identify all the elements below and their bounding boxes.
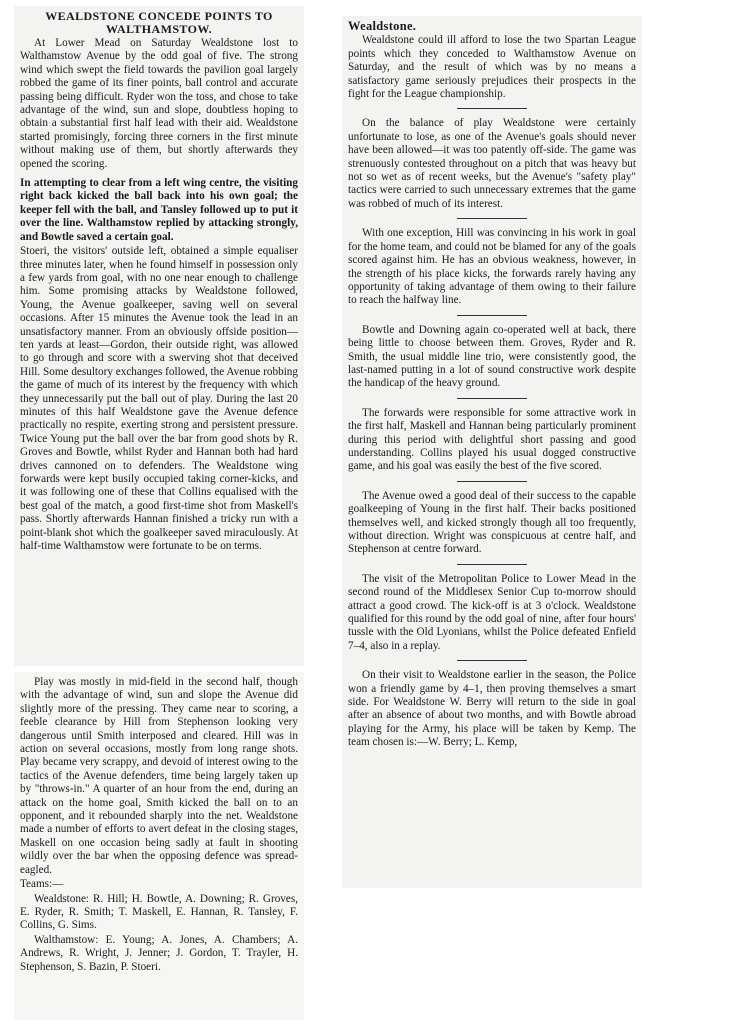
intro-paragraph: At Lower Mead on Saturday Wealdstone lost to Walthamstow Avenue by the odd goal of five. The strong wind which swept the field towards the pavilion goal largely robbed the game of its finer points, ball control and accurate passing being difficult. Ryder won the toss, and chose to take advantage of the wind, sun and slope, doubtless hoping to obtain a substantial first half lead with their aid. Wealdstone started promisingly, forcing three corners in the first minute without making use of them, but shortly afterwards they opened the scoring.: [20, 37, 298, 170]
walthamstow-team-list: Walthamstow: E. Young; A. Jones, A. Chambers; A. Andrews, R. Wright, J. Jenner; J. Gordon, T. Trayler, H. Stephenson, S. Bazin, P. Stoeri.: [20, 933, 298, 973]
right-paragraph-5: The forwards were responsible for some attractive work in the first half, Maskell and Hannan being particularly prominent during this period with delightful short passing and good understanding. Collins played his usual dogged constructive game, and his goal was easily the best of the five scored.: [348, 406, 636, 473]
divider-rule: [457, 315, 527, 316]
section-heading: Wealdstone.: [348, 19, 417, 33]
right-column-clipping: [342, 16, 642, 888]
first-half-paragraph: Stoeri, the visitors' outside left, obtained a simple equaliser three minutes later, when he found himself in possession only a few yards from goal, with no one near enough to challenge him. Some promising attacks by Wealdstone followed, Young, the Avenue goalkeeper, saving well on several occasions. After 15 minutes the Avenue took the lead in an unsatisfactory manner. From an obviously offside position—ten yards at least—Gordon, their outside right, was allowed to go through and score with a swerving shot that deceived Hill. Some desultory exchanges followed, the Avenue robbing the game of much of its interest by the frequency with which they unnecessarily put the ball out of play. During the last 20 minutes of this half Wealdstone gave the Avenue defence practically no respite, exerting strong and persistent pressure. Twice Young put the ball over the bar from good shots by R. Groves and Bowtle, whilst Ryder and Hannan both had hard drives cannoned on to defenders. The Wealdstone wing forwards were kept busily occupied taking corner-kicks, and it was following one of these that Collins equalised with the best goal of the match, a good first-time shot from Maskell's pass. Shortly afterwards Hannan finished a tricky run with a point-blank shot which the goalkeeper saved miraculously. At half-time Walthamstow were fortunate to be on terms.: [20, 245, 298, 553]
right-paragraph-7: The visit of the Metropolitan Police to Lower Mead in the second round of the Middlesex Senior Cup to-morrow should attract a good crowd. The kick-off is at 3 o'clock. Wealdstone qualified for this round by the odd goal of nine, after four hours' tussle with the Old Lyonians, whilst the Police defeated Enfield 7–4, also in a replay.: [348, 572, 636, 652]
left-column-top-clipping: [14, 6, 304, 666]
wealdstone-team-list: Wealdstone: R. Hill; H. Bowtle, A. Downing; R. Groves, E. Ryder, R. Smith; T. Maskell, E. Hannan, R. Tansley, F. Collins, G. Sims.: [20, 892, 298, 932]
teams-heading: Teams:—: [20, 878, 64, 891]
article-headline: WEALDSTONE CONCEDE POINTS TO WALTHAMSTOW.: [45, 9, 273, 36]
second-half-paragraph: Play was mostly in mid-field in the second half, though with the advantage of wind, sun and slope the Avenue did slightly more of the pressing. They came near to scoring, a feeble clearance by Hill from Stephenson looking very dangerous until Smith interposed and cleared. Hill was in action on several occasions, mostly from long range shots. Play became very scrappy, and devoid of interest owing to the tactics of the Avenue defenders, time being largely taken up by "throws-in." A quarter of an hour from the end, during an attack on the home goal, Smith kicked the ball on to an opponent, and it rebounded sharply into the net. Wealdstone made a number of efforts to avert defeat in the closing stages, Maskell on one occasion being sadly at fault in shooting wildly over the bar when the opposing defence was spread-eagled.: [20, 676, 298, 876]
divider-rule: [457, 564, 527, 565]
right-paragraph-2: On the balance of play Wealdstone were certainly unfortunate to lose, as one of the Avenue's goals should never have been allowed—it was too patently off-side. The game was strenuously contested throughout on a pitch that was heavy but not so wet as of recent weeks, but the Avenue's "safety play" tactics were carried to such unnecessary extremes that the game was robbed of much of its interest.: [348, 117, 636, 210]
right-paragraph-4: Bowtle and Downing again co-operated well at back, there being little to choose between them. Groves, Ryder and R. Smith, the usual middle line trio, were consistently good, the last-named putting in a lot of sound constructive work despite the handicap of the heavy ground.: [348, 323, 636, 390]
divider-rule: [457, 481, 527, 482]
divider-rule: [457, 660, 527, 661]
divider-rule: [457, 218, 527, 219]
right-paragraph-8: On their visit to Wealdstone earlier in the season, the Police won a friendly game by 4–1, then proving themselves a smart side. For Wealdstone W. Berry will return to the side in goal after an absence of about two months, and with Bowtle abroad playing for the Army, his place will be taken by Kemp. The team chosen is:—W. Berry; L. Kemp,: [348, 669, 636, 749]
right-paragraph-6: The Avenue owed a good deal of their success to the capable goalkeeping of Young in the first half. Their backs positioned themselves well, and kicked strongly though all too frequently, without direction. Wright was conspicuous at centre half, and Stephenson at centre forward.: [348, 489, 636, 556]
right-paragraph-3: With one exception, Hill was convincing in his work in goal for the home team, and could not be blamed for any of the goals scored against him. He has an obvious weakness, however, in the strength of his place kicks, the forwards rarely having any opportunity of taking advantage of them owing to their failure to reach the halfway line.: [348, 227, 636, 307]
right-paragraph-1: Wealdstone could ill afford to lose the two Spartan League points which they conceded to Walthamstow Avenue on Saturday, and the result of which was by no means a satisfactory game seriously prejudices their prospects in the fight for the League championship.: [348, 34, 636, 101]
own-goal-paragraph: In attempting to clear from a left wing centre, the visiting right back kicked the ball back into his own goal; the keeper fell with the ball, and Tansley followed up to put it over the line. Walthamstow replied by attacking strongly, and Bowtle saved a certain goal.: [20, 177, 298, 243]
divider-rule: [457, 398, 527, 399]
divider-rule: [457, 108, 527, 109]
left-column-bottom-clipping: [14, 672, 304, 1020]
